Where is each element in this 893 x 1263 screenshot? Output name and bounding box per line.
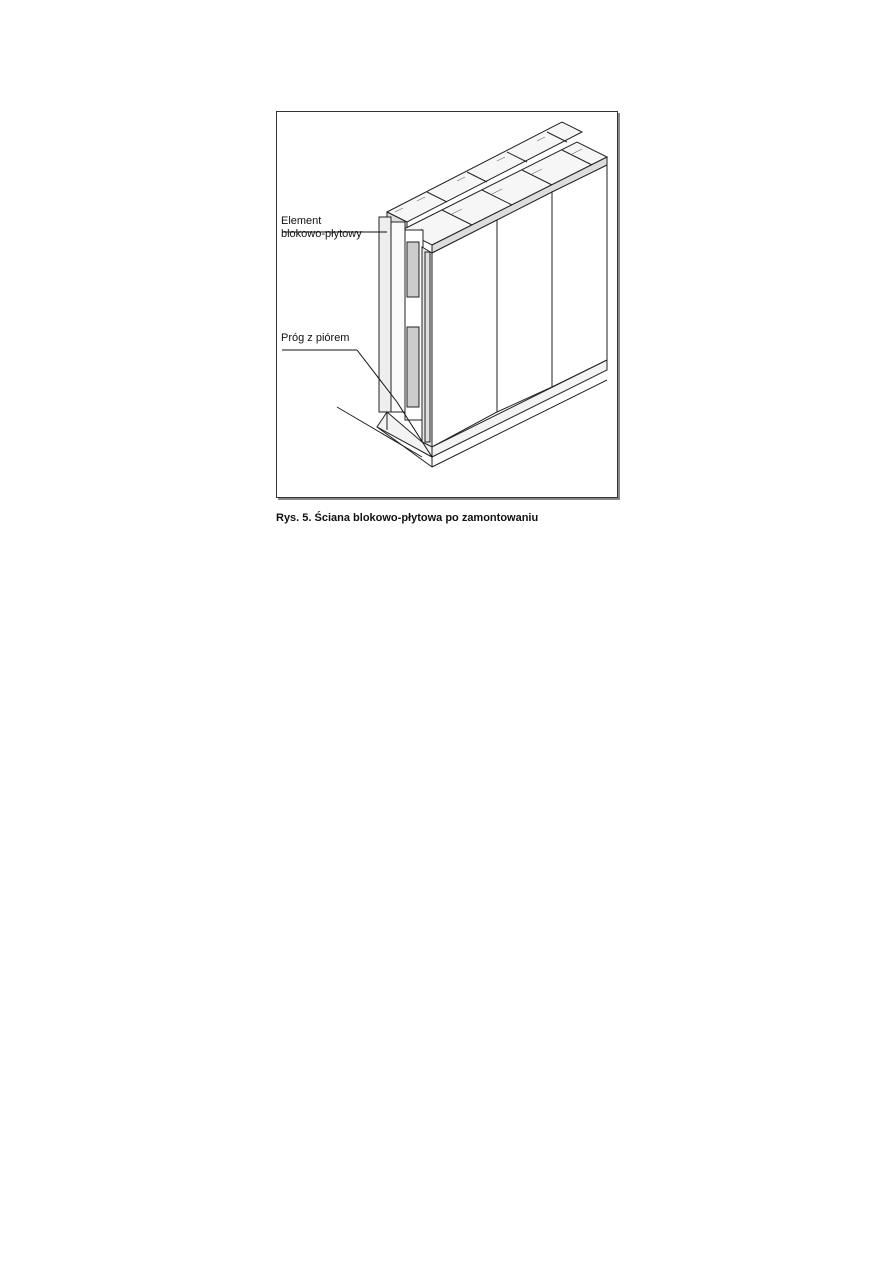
wall-illustration-frame bbox=[276, 111, 618, 498]
figure-caption: Rys. 5. Ściana blokowo-płytowa po zamontowaniu bbox=[276, 512, 539, 524]
label-element bbox=[281, 215, 362, 241]
left-column bbox=[379, 217, 423, 420]
wall-illustration bbox=[277, 112, 617, 497]
label-prog: Próg z piórem bbox=[281, 332, 350, 344]
label-element-line2: blokowo-płytowy bbox=[281, 228, 362, 240]
label-element-line1: Element bbox=[281, 215, 322, 227]
